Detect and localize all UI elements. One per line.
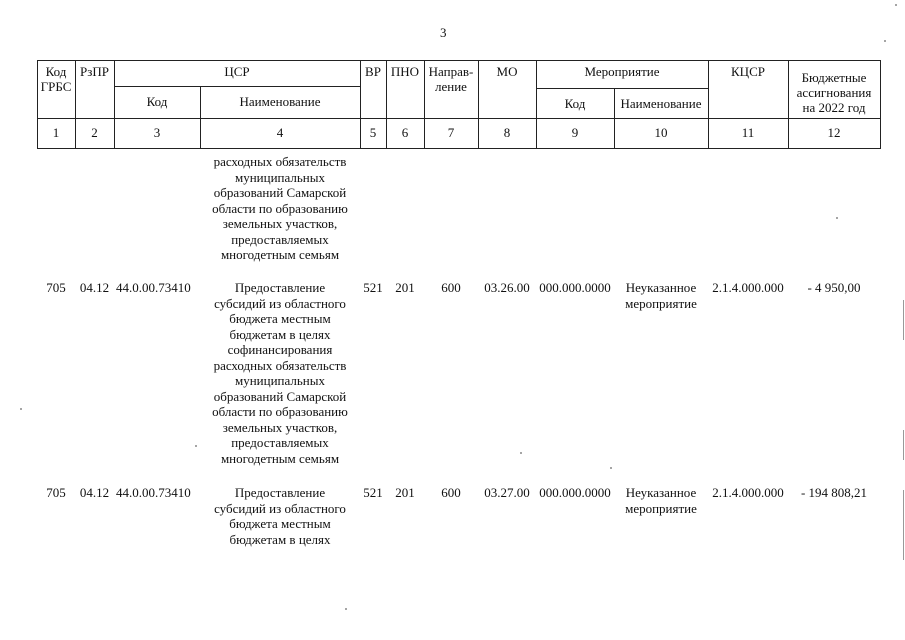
header-tsr: ЦСР bbox=[224, 64, 250, 79]
header-meropriyatie: Мероприятие bbox=[584, 64, 660, 79]
column-number: 4 bbox=[276, 125, 284, 140]
column-number: 1 bbox=[52, 125, 60, 140]
name-cell: Предоставление субсидий из областного бюджета местным бюджетам в целях софинансирования расходных обязательств муниципальных образований Самарской области по образованию земельных участков, предоставляемых многодетным семьям bbox=[212, 280, 348, 466]
mo-cell: 03.27.00 bbox=[484, 485, 530, 500]
column-number: 9 bbox=[571, 125, 579, 140]
scan-speck bbox=[895, 4, 897, 6]
tsr-cell: 44.0.00.73410 bbox=[116, 280, 191, 295]
vr-cell: 521 bbox=[363, 485, 383, 500]
header-pno: ПНО bbox=[390, 64, 420, 79]
header-kod-grbs: Код ГРБС bbox=[40, 64, 72, 94]
header-budget: Бюджетные ассигнования на 2022 год bbox=[796, 70, 872, 115]
mer-name-cell: Неуказанное мероприятие bbox=[625, 280, 697, 311]
tsr-cell: 44.0.00.73410 bbox=[116, 485, 191, 500]
napr-cell: 600 bbox=[441, 485, 461, 500]
amount-cell: - 194 808,21 bbox=[800, 485, 868, 500]
scan-edge-mark bbox=[903, 430, 904, 460]
column-number: 11 bbox=[741, 125, 755, 140]
pno-cell: 201 bbox=[395, 485, 415, 500]
header-mer-kod: Код bbox=[564, 96, 586, 111]
scan-speck bbox=[836, 217, 838, 219]
ktsr-cell: 2.1.4.000.000 bbox=[712, 485, 784, 500]
rzpr-cell: 04.12 bbox=[79, 485, 110, 500]
header-tsr-name: Наименование bbox=[239, 94, 321, 109]
grbs-cell: 705 bbox=[46, 280, 66, 295]
mer-kod-cell: 000.000.0000 bbox=[539, 280, 611, 295]
rzpr-cell: 04.12 bbox=[79, 280, 110, 295]
column-number: 2 bbox=[91, 125, 98, 140]
column-number: 10 bbox=[654, 125, 668, 140]
page-number: 3 bbox=[440, 25, 447, 40]
vr-cell: 521 bbox=[363, 280, 383, 295]
column-number: 5 bbox=[369, 125, 377, 140]
header-mo: МО bbox=[496, 64, 518, 79]
column-number: 6 bbox=[401, 125, 409, 140]
column-number: 12 bbox=[827, 125, 841, 140]
napr-cell: 600 bbox=[441, 280, 461, 295]
scan-speck bbox=[195, 445, 197, 447]
header-tsr-kod: Код bbox=[146, 94, 168, 109]
ktsr-cell: 2.1.4.000.000 bbox=[712, 280, 784, 295]
continuation-name: расходных обязательств муниципальных образований Самарской области по образованию земельных участков, предоставляемых многодетным семьям bbox=[212, 154, 348, 262]
column-number: 7 bbox=[447, 125, 455, 140]
name-cell: Предоставление субсидий из областного бюджета местным бюджетам в целях bbox=[214, 485, 346, 547]
scan-speck bbox=[20, 408, 22, 410]
mer-kod-cell: 000.000.0000 bbox=[539, 485, 611, 500]
column-number: 8 bbox=[503, 125, 511, 140]
scan-edge-mark bbox=[903, 490, 904, 560]
header-mer-name: Наименование bbox=[620, 96, 702, 111]
header-ktsr: КЦСР bbox=[731, 64, 765, 79]
mo-cell: 03.26.00 bbox=[484, 280, 530, 295]
scan-speck bbox=[345, 608, 347, 610]
scan-speck bbox=[610, 467, 612, 469]
column-number: 3 bbox=[153, 125, 161, 140]
header-rzpr: РзПР bbox=[80, 64, 109, 79]
scan-edge-mark bbox=[903, 300, 904, 340]
scan-speck bbox=[520, 452, 522, 454]
amount-cell: - 4 950,00 bbox=[807, 280, 861, 295]
header-vr: ВР bbox=[365, 64, 381, 79]
header-napravlenie: Направ- ление bbox=[428, 64, 474, 94]
pno-cell: 201 bbox=[395, 280, 415, 295]
grbs-cell: 705 bbox=[46, 485, 66, 500]
mer-name-cell: Неуказанное мероприятие bbox=[625, 485, 697, 516]
scan-speck bbox=[884, 40, 886, 42]
